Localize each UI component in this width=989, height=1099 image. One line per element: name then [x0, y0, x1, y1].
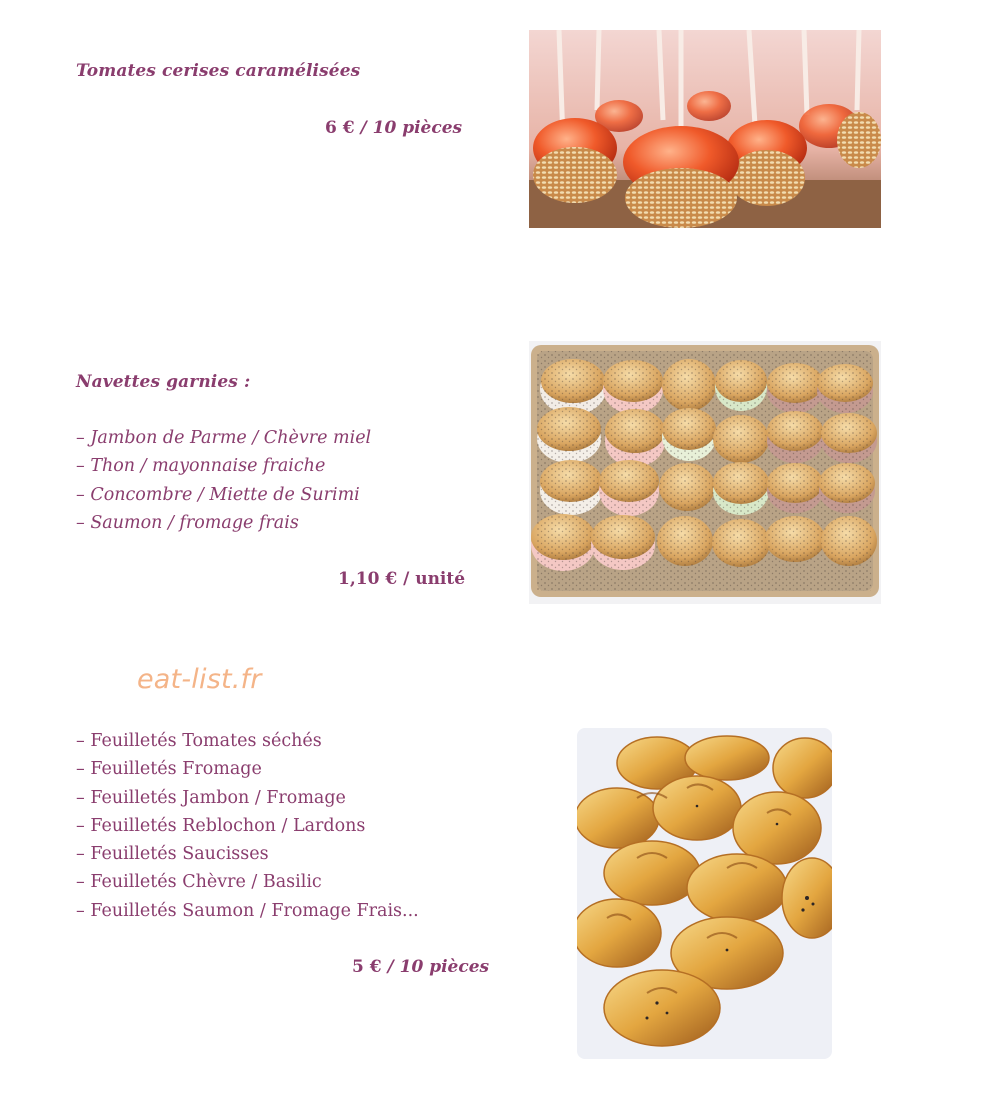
list-item: – Feuilletés Tomates séchés — [76, 731, 322, 751]
photo-tomates-cerises — [529, 30, 881, 228]
price-amount: 5 € — [352, 957, 382, 977]
watermark-text: eat-list.fr — [137, 664, 262, 695]
list-item: – Feuilletés Chèvre / Basilic — [76, 872, 322, 893]
photo-navettes — [529, 341, 881, 604]
price-feuilletes — [352, 957, 489, 977]
section-title-navettes: Navettes garnies : — [76, 372, 251, 392]
price-navettes — [338, 569, 465, 589]
list-item: – Saumon / fromage frais — [76, 512, 299, 533]
photo-feuilletes — [577, 728, 832, 1059]
list-item: – Feuilletés Saumon / Fromage Frais... — [76, 900, 419, 921]
price-amount: 1,10 € — [338, 569, 398, 589]
list-item: – Thon / mayonnaise fraiche — [76, 456, 326, 477]
price-tomates — [325, 118, 462, 138]
list-item: – Concombre / Miette de Surimi — [76, 484, 360, 505]
price-unit: / 10 pièces — [360, 118, 463, 138]
price-unit: / unité — [403, 569, 466, 589]
list-navettes — [76, 424, 496, 537]
list-item: – Feuilletés Saucisses — [76, 844, 269, 865]
price-unit: / 10 pièces — [387, 957, 490, 977]
section-title-tomates: Tomates cerises caramélisées — [76, 61, 361, 81]
list-item: – Jambon de Parme / Chèvre miel — [76, 428, 372, 448]
list-item: – Feuilletés Fromage — [76, 759, 262, 780]
list-item: – Feuilletés Reblochon / Lardons — [76, 815, 366, 836]
list-feuilletes — [76, 727, 536, 925]
list-item: – Feuilletés Jambon / Fromage — [76, 787, 346, 808]
price-amount: 6 € — [325, 118, 355, 138]
